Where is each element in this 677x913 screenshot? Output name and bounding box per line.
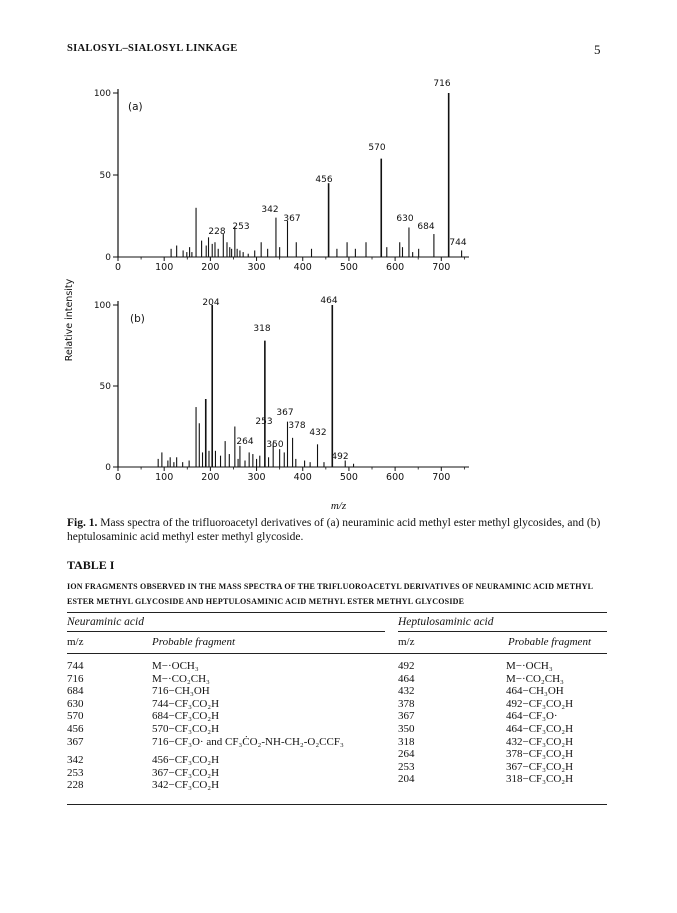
table-row [398,773,573,786]
fragment-cell: 464−CF₃O· [506,710,558,723]
table-row [398,723,573,736]
table-caption: ION FRAGMENTS OBSERVED IN THE MASS SPECTRA OF THE TRIFLUOROACETYL DERIVATIVES OF NEURAMINIC ACID METHYL ESTER METHYL GLYCOSIDE AND HEPTULOSAMINIC ACID METHYL ESTER METHYL GLYCOSIDE [67,582,593,606]
table-row [67,767,344,780]
peak-label: 253 [255,417,273,427]
y-tick-label: 50 [99,171,111,181]
mz-cell: 432 [398,685,415,698]
table-row [67,673,344,686]
fragment-cell: 716−CH₃OH [152,685,210,698]
table-row [67,660,344,673]
table-row [67,736,344,749]
figure-caption-text: Mass spectra of the trifluoroacetyl derivatives of (a) neuraminic acid methyl ester methyl glycosides, and (b) heptulosaminic acid methyl ester methyl glycoside. [67,517,601,543]
x-tick-label: 300 [247,262,266,273]
fragment-cell: 456−CF₃CO₂H [152,754,220,767]
figure-caption [67,516,607,544]
table-row [398,660,573,673]
group-rule-left [67,631,385,632]
table-row [398,736,573,749]
fragment-cell: 464−CH₃OH [506,685,564,698]
table-row [398,685,573,698]
peak-label: 630 [396,214,414,224]
group-header-heptulosaminic: Heptulosaminic acid [398,616,494,628]
table-row [398,761,573,774]
x-tick-label: 400 [293,262,312,273]
y-tick-label: 0 [105,253,111,263]
x-tick-label: 300 [247,472,266,483]
fragment-cell: 684−CF₃CO₂H [152,710,220,723]
mz-cell: 464 [398,672,415,685]
panel-b-spectrum [94,296,469,483]
mz-cell: 204 [398,773,415,786]
col-header-mz-right: m/z [398,636,415,648]
fragment-cell: M−·OCH₃ [506,660,553,672]
mz-cell: 570 [67,710,84,723]
mz-cell: 630 [67,697,84,710]
peak-label: 464 [320,296,338,306]
peak-label: 492 [331,452,349,462]
peak-label: 744 [449,238,467,248]
y-tick-label: 100 [93,301,111,311]
group-header-neuraminic: Neuraminic acid [67,616,144,628]
mz-cell: 492 [398,660,415,672]
peak-label: 253 [232,222,250,232]
mz-cell: 228 [67,779,84,792]
x-tick-label: 100 [155,472,174,483]
fragment-cell: 367−CF₃CO₂H [506,760,574,773]
col-header-mz-left: m/z [67,636,84,648]
table-row [398,673,573,686]
peak-label: 367 [276,408,294,418]
peak-label: 367 [283,214,301,224]
peak-label: 432 [309,428,327,438]
mz-cell: 350 [398,722,415,735]
table-row [398,748,573,761]
fragment-cell: 342−CF₃CO₂H [152,779,220,792]
col-header-fragment-left: Probable fragment [152,636,235,648]
peak-label: 350 [266,440,284,450]
mz-cell: 684 [67,685,84,698]
table-body-right [398,660,573,786]
x-axis-label: m/z [330,500,347,512]
x-tick-label: 200 [201,472,220,483]
fragment-cell: 716−CF₃O· and CF₃ĊO₂-NH-CH₂-O₂CCF₃ [152,735,344,748]
peak-label: 378 [288,421,306,431]
x-tick-label: 700 [432,262,451,273]
fragment-cell: 318−CF₃CO₂H [506,773,574,786]
peak-label: 716 [433,79,451,89]
col-header-fragment-right: Probable fragment [508,636,591,648]
fragment-cell: 378−CF₃CO₂H [506,748,574,761]
mz-cell: 264 [398,748,415,761]
panel-a-spectrum [94,79,469,273]
mz-cell: 378 [398,697,415,710]
x-tick-label: 600 [386,472,405,483]
table-bottom-rule [67,804,607,805]
fragment-cell: 744−CF₃CO₂H [152,697,220,710]
table-row [67,723,344,736]
x-tick-label: 700 [432,472,451,483]
mz-cell: 456 [67,722,84,735]
fragment-cell: M−·CO₂CH₃ [506,672,564,685]
fragment-cell: 570−CF₃CO₂H [152,722,220,735]
table-row [398,710,573,723]
mz-cell: 367 [67,735,84,748]
fragment-cell: 432−CF₃CO₂H [506,735,574,748]
table-row [67,779,344,792]
fragment-cell: 464−CF₃CO₂H [506,722,574,735]
fragment-cell: 492−CF₃CO₂H [506,697,574,710]
group-rule-right [398,631,607,632]
figure-caption-label: Fig. 1. [67,517,98,529]
x-tick-label: 500 [339,472,358,483]
table-row [67,754,344,767]
fragment-cell: M−·CO₂CH₃ [152,672,210,685]
x-tick-label: 0 [114,262,122,273]
mz-cell: 253 [398,760,415,773]
mz-cell: 367 [398,710,415,723]
x-tick-label: 400 [293,472,312,483]
peak-label: 264 [236,437,254,447]
x-tick-label: 100 [155,262,174,273]
table-title: TABLE I [67,558,115,572]
x-tick-label: 600 [386,262,405,273]
peak-label: 204 [202,298,220,308]
x-tick-label: 500 [339,262,358,273]
running-title: SIALOSYL–SIALOSYL LINKAGE [67,43,238,54]
x-tick-label: 0 [114,472,122,483]
panel-label: (b) [130,313,145,325]
panel-label: (a) [128,101,143,113]
y-axis-label: Relative intensity [64,278,75,362]
mz-cell: 716 [67,672,84,685]
table-body-left [67,660,344,792]
x-tick-label: 200 [201,262,220,273]
table-row [398,698,573,711]
page-number: 5 [594,42,601,57]
mz-cell: 342 [67,754,84,767]
table-row [67,710,344,723]
mz-cell: 744 [67,660,84,672]
mz-cell: 318 [398,735,415,748]
peak-label: 228 [208,227,226,237]
peak-label: 342 [261,205,279,215]
peak-label: 456 [315,175,333,185]
table-header-rule [67,653,607,654]
mz-cell: 253 [67,766,84,779]
peak-label: 318 [253,324,271,334]
fragment-cell: 367−CF₃CO₂H [152,766,220,779]
fragment-cell: M−·OCH₃ [152,660,199,672]
y-tick-label: 0 [105,463,111,473]
peak-label: 684 [417,222,435,232]
table-row [67,685,344,698]
y-tick-label: 100 [93,89,111,99]
table-top-rule [67,612,607,613]
peak-label: 570 [368,143,386,153]
y-tick-label: 50 [99,382,111,392]
table-row [67,698,344,711]
